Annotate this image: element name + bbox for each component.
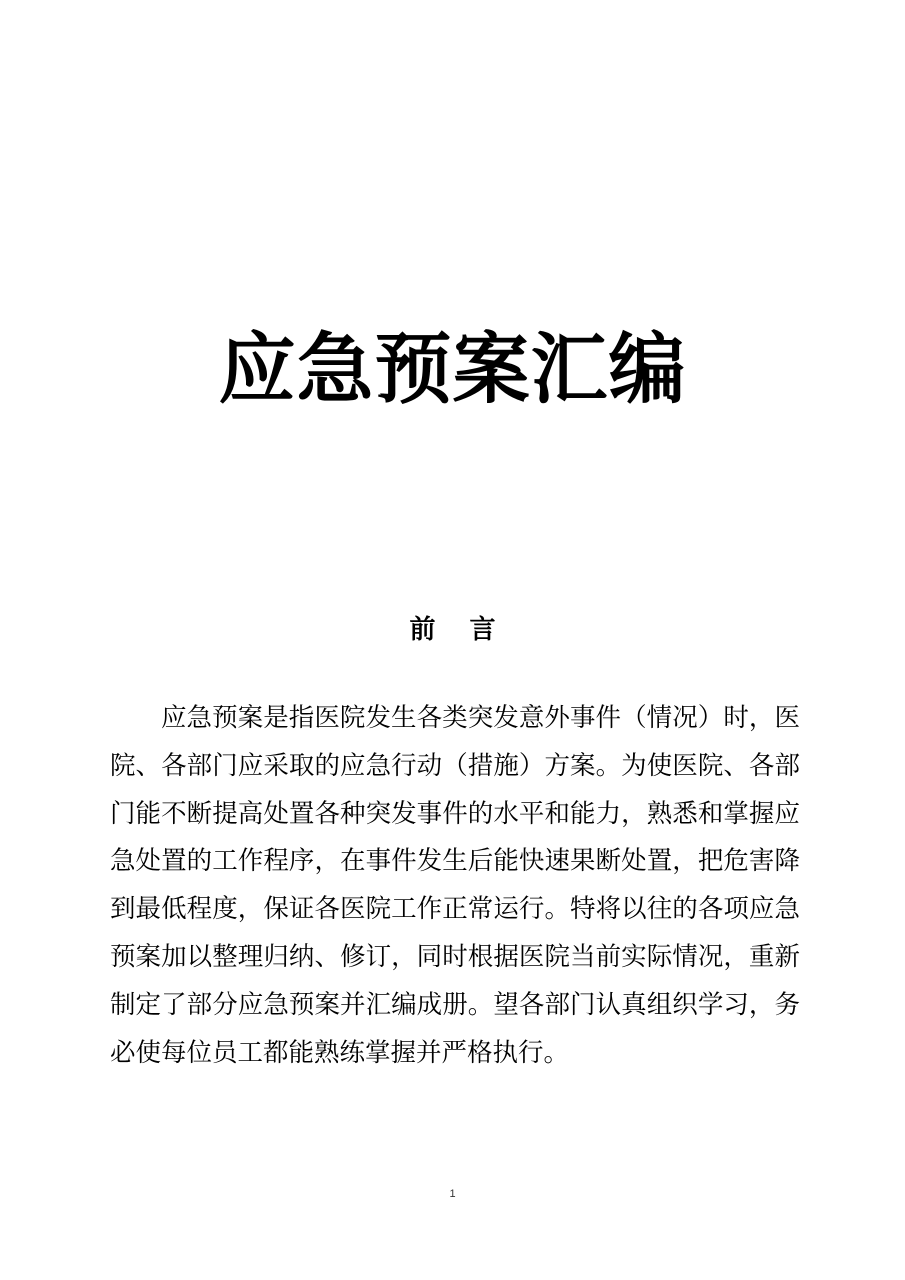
page-number: 1 xyxy=(449,1188,456,1200)
document-title: 应急预案汇编 xyxy=(218,325,687,415)
preface-body: 应急预案是指医院发生各类突发意外事件（情况）时，医院、各部门应采取的应急行动（措施）方案。为使医院、各部门能不断提高处置各种突发事件的水平和能力，熟悉和掌握应急处置的工作程序，在事件发生后能快速果断处置，把危害降到最低程度，保证各医院工作正常运行。特将以往的各项应急预案加以整理归纳、修订，同时根据医院当前实际情况，重新制定了部分应急预案并汇编成册。望各部门认真组织学习，务必使每位员工都能熟练掌握并严格执行。 xyxy=(110,703,800,1068)
preface-heading: 前言 xyxy=(409,615,530,645)
